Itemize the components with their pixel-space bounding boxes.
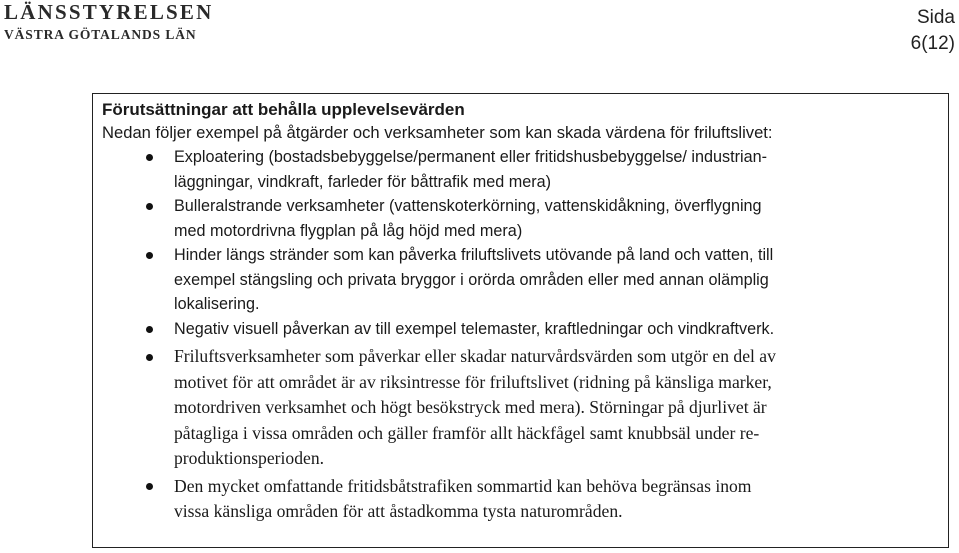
list-item-line: lokalisering. <box>174 295 260 313</box>
list-item-line: produktionsperioden. <box>174 448 325 468</box>
page-indicator <box>911 5 955 57</box>
threat-list <box>102 145 938 525</box>
list-item-line: Friluftsverksamheter som påverkar eller skadar naturvårdsvärden som utgör en del av <box>174 346 776 366</box>
section-intro: Nedan följer exempel på åtgärder och verksamheter som kan skada värdena för friluftslivet: <box>102 123 773 142</box>
list-item-line: Hinder längs stränder som kan påverka friluftslivets utövande på land och vatten, till <box>174 246 774 264</box>
list-item <box>102 145 938 194</box>
list-item-line: Den mycket omfattande fritidsbåtstrafiken sommartid kan behöva begränsas inom <box>174 475 752 496</box>
bullet-icon <box>146 154 153 161</box>
list-item-line: motivet för att området är av riksintresse för friluftslivet (ridning på känsliga marker, <box>174 371 772 392</box>
logo-line-1: LÄNSSTYRELSEN <box>4 0 214 24</box>
list-item-line: Negativ visuell påverkan av till exempel telemaster, kraftledningar och vindkraftverk. <box>174 319 775 338</box>
list-item-line: med motordrivna flygplan på låg höjd med mera) <box>174 221 523 240</box>
list-item-line: exempel stängsling och privata bryggor i orörda områden eller med annan olämplig <box>174 270 769 289</box>
list-item-line: motordriven verksamhet och högt besökstryck med mera). Störningar på djurlivet är <box>174 397 767 417</box>
bullet-icon <box>146 252 153 259</box>
page-label: Sida <box>916 7 955 28</box>
list-item-line: vissa känsliga områden för att åstadkomma tysta naturområden. <box>174 501 623 521</box>
page-number: 6(12) <box>910 33 955 54</box>
list-item-line: Exploatering (bostadsbebyggelse/permanent eller fritidshusbebyggelse/ industrian- <box>174 148 767 166</box>
list-item <box>102 344 938 472</box>
bullet-icon <box>146 203 153 210</box>
list-item <box>102 474 938 525</box>
bullet-icon <box>146 326 153 333</box>
bullet-icon <box>146 483 153 490</box>
list-item-line: läggningar, vindkraft, farleder för båttrafik med mera) <box>174 172 551 191</box>
list-item <box>102 317 938 342</box>
list-item-line: påtagliga i vissa områden och gäller framför allt häckfågel samt knubbsäl under re- <box>174 422 760 443</box>
agency-logo <box>4 2 214 42</box>
list-item <box>102 243 938 317</box>
list-item-line: Bulleralstrande verksamheter (vattenskoterkörning, vattenskidåkning, överflygning <box>174 197 762 215</box>
logo-line-2: VÄSTRA GÖTALANDS LÄN <box>4 27 197 42</box>
list-item <box>102 194 938 243</box>
content-box <box>92 93 949 548</box>
section-title: Förutsättningar att behålla upplevelsevärden <box>102 100 465 119</box>
bullet-icon <box>146 354 153 361</box>
